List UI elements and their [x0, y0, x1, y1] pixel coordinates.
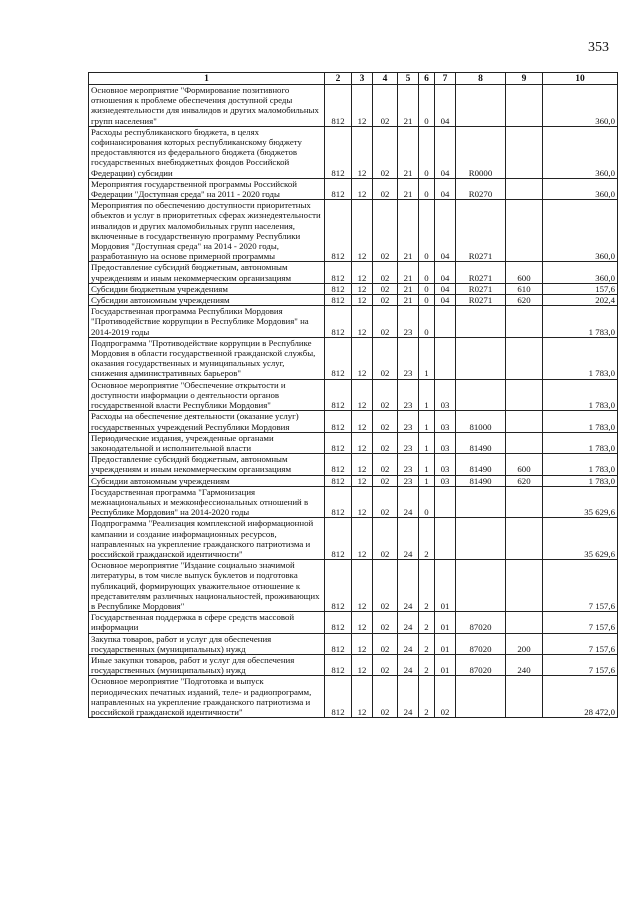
cell-col-10: 360,0: [543, 262, 618, 283]
cell-col-8: [456, 379, 506, 411]
cell-col-5: 21: [398, 126, 419, 178]
cell-col-10: 360,0: [543, 126, 618, 178]
table-row: [89, 518, 618, 560]
cell-col-5: 24: [398, 612, 419, 633]
column-header: 4: [373, 73, 398, 85]
cell-col-4: 02: [373, 560, 398, 612]
cell-col-10: 28 472,0: [543, 676, 618, 718]
cell-col-2: 812: [325, 432, 352, 453]
cell-col-7: 04: [435, 283, 456, 294]
cell-col-7: 01: [435, 612, 456, 633]
cell-col-3: 12: [352, 85, 373, 127]
cell-col-7: 04: [435, 200, 456, 262]
cell-col-6: 0: [419, 295, 435, 306]
cell-col-8: [456, 486, 506, 518]
cell-col-2: 812: [325, 486, 352, 518]
cell-col-9: [506, 486, 543, 518]
cell-col-4: 02: [373, 411, 398, 432]
cell-col-8: [456, 85, 506, 127]
cell-col-6: 0: [419, 126, 435, 178]
cell-col-4: 02: [373, 676, 398, 718]
cell-col-8: 87020: [456, 654, 506, 675]
cell-col-7: 01: [435, 633, 456, 654]
row-description: Предоставление субсидий бюджетным, автономным учреждениям и иным некоммерческим организациям: [89, 454, 325, 475]
cell-col-5: 24: [398, 486, 419, 518]
cell-col-5: 24: [398, 518, 419, 560]
cell-col-7: [435, 306, 456, 338]
cell-col-6: 0: [419, 283, 435, 294]
budget-table: [88, 72, 618, 718]
cell-col-8: R0270: [456, 178, 506, 199]
cell-col-10: 1 783,0: [543, 337, 618, 379]
cell-col-3: 12: [352, 126, 373, 178]
cell-col-2: 812: [325, 379, 352, 411]
cell-col-2: 812: [325, 676, 352, 718]
cell-col-2: 812: [325, 178, 352, 199]
cell-col-6: 0: [419, 262, 435, 283]
table-row: [89, 454, 618, 475]
cell-col-9: [506, 560, 543, 612]
cell-col-3: 12: [352, 654, 373, 675]
column-header: 7: [435, 73, 456, 85]
cell-col-5: 21: [398, 178, 419, 199]
column-header: 2: [325, 73, 352, 85]
row-description: Основное мероприятие "Подготовка и выпуск периодических печатных изданий, теле- и радиопрограмм, направленных на укрепление гражданского патриотизма и российской гражданской идентичности": [89, 676, 325, 718]
cell-col-3: 12: [352, 283, 373, 294]
cell-col-6: 0: [419, 306, 435, 338]
cell-col-3: 12: [352, 337, 373, 379]
cell-col-2: 812: [325, 337, 352, 379]
cell-col-9: [506, 85, 543, 127]
cell-col-3: 12: [352, 612, 373, 633]
row-description: Иные закупки товаров, работ и услуг для обеспечения государственных (муниципальных) нужд: [89, 654, 325, 675]
cell-col-4: 02: [373, 612, 398, 633]
cell-col-8: [456, 560, 506, 612]
cell-col-3: 12: [352, 676, 373, 718]
cell-col-9: [506, 200, 543, 262]
table-row: [89, 262, 618, 283]
cell-col-5: 23: [398, 379, 419, 411]
cell-col-10: 7 157,6: [543, 612, 618, 633]
cell-col-10: 1 783,0: [543, 379, 618, 411]
cell-col-9: 240: [506, 654, 543, 675]
column-header: 10: [543, 73, 618, 85]
column-header: 5: [398, 73, 419, 85]
table-row: [89, 200, 618, 262]
cell-col-5: 21: [398, 200, 419, 262]
cell-col-5: 21: [398, 283, 419, 294]
cell-col-3: 12: [352, 486, 373, 518]
cell-col-9: 610: [506, 283, 543, 294]
cell-col-7: 04: [435, 295, 456, 306]
cell-col-6: 2: [419, 518, 435, 560]
cell-col-3: 12: [352, 432, 373, 453]
cell-col-5: 21: [398, 262, 419, 283]
cell-col-8: 81490: [456, 475, 506, 486]
cell-col-6: 1: [419, 411, 435, 432]
cell-col-8: R0271: [456, 283, 506, 294]
cell-col-6: 0: [419, 178, 435, 199]
cell-col-2: 812: [325, 85, 352, 127]
cell-col-9: 620: [506, 475, 543, 486]
cell-col-4: 02: [373, 295, 398, 306]
cell-col-3: 12: [352, 454, 373, 475]
cell-col-5: 21: [398, 295, 419, 306]
cell-col-5: 24: [398, 633, 419, 654]
cell-col-10: 360,0: [543, 85, 618, 127]
row-description: Мероприятия государственной программы Российской Федерации "Доступная среда" на 2011 - 2020 годы: [89, 178, 325, 199]
cell-col-10: 360,0: [543, 178, 618, 199]
row-description: Основное мероприятие "Издание социально значимой литературы, в том числе выпуск буклетов и подготовка публикаций, формирующих уважительное отношение к представителям различных национальностей, проживающих в Республике Мордовия": [89, 560, 325, 612]
cell-col-7: 03: [435, 475, 456, 486]
cell-col-8: [456, 337, 506, 379]
row-description: Подпрограмма "Реализация комплексной информационной кампании и создание информационных ресурсов, направленных на укрепление гражданского патриотизма и российской гражданской идентичности": [89, 518, 325, 560]
table-row: [89, 432, 618, 453]
table-row: [89, 475, 618, 486]
cell-col-8: R0271: [456, 200, 506, 262]
cell-col-8: 87020: [456, 612, 506, 633]
cell-col-4: 02: [373, 633, 398, 654]
column-header: 1: [89, 73, 325, 85]
cell-col-8: 81490: [456, 432, 506, 453]
cell-col-2: 812: [325, 654, 352, 675]
cell-col-5: 23: [398, 475, 419, 486]
cell-col-3: 12: [352, 411, 373, 432]
cell-col-2: 812: [325, 283, 352, 294]
cell-col-9: 620: [506, 295, 543, 306]
cell-col-5: 24: [398, 560, 419, 612]
cell-col-3: 12: [352, 560, 373, 612]
cell-col-7: [435, 337, 456, 379]
cell-col-4: 02: [373, 283, 398, 294]
cell-col-10: 202,4: [543, 295, 618, 306]
table-row: [89, 633, 618, 654]
cell-col-2: 812: [325, 633, 352, 654]
cell-col-6: 2: [419, 633, 435, 654]
cell-col-4: 02: [373, 454, 398, 475]
cell-col-8: [456, 676, 506, 718]
column-header: 6: [419, 73, 435, 85]
cell-col-9: [506, 432, 543, 453]
cell-col-2: 812: [325, 454, 352, 475]
cell-col-7: 01: [435, 654, 456, 675]
row-description: Основное мероприятие "Обеспечение открытости и доступности информации о деятельности органов государственной власти Республики Мордовия": [89, 379, 325, 411]
cell-col-7: 04: [435, 262, 456, 283]
cell-col-3: 12: [352, 295, 373, 306]
cell-col-7: [435, 518, 456, 560]
cell-col-2: 812: [325, 200, 352, 262]
table-row: [89, 178, 618, 199]
cell-col-6: 1: [419, 454, 435, 475]
cell-col-7: 04: [435, 178, 456, 199]
cell-col-9: 600: [506, 454, 543, 475]
cell-col-3: 12: [352, 379, 373, 411]
row-description: Субсидии автономным учреждениям: [89, 295, 325, 306]
table-body: [89, 85, 618, 718]
cell-col-10: 1 783,0: [543, 306, 618, 338]
table-row: [89, 612, 618, 633]
cell-col-4: 02: [373, 432, 398, 453]
cell-col-3: 12: [352, 633, 373, 654]
cell-col-9: [506, 411, 543, 432]
cell-col-7: 03: [435, 432, 456, 453]
cell-col-9: [506, 379, 543, 411]
cell-col-4: 02: [373, 475, 398, 486]
cell-col-8: 87020: [456, 633, 506, 654]
cell-col-9: [506, 126, 543, 178]
cell-col-10: 7 157,6: [543, 633, 618, 654]
row-description: Расходы на обеспечение деятельности (оказание услуг) государственных учреждений Республики Мордовия: [89, 411, 325, 432]
cell-col-7: 03: [435, 454, 456, 475]
cell-col-8: [456, 306, 506, 338]
cell-col-2: 812: [325, 518, 352, 560]
cell-col-6: 2: [419, 612, 435, 633]
cell-col-5: 21: [398, 85, 419, 127]
row-description: Государственная программа Республики Мордовия "Противодействие коррупции в Республике Мордовия" на 2014-2019 годы: [89, 306, 325, 338]
cell-col-4: 02: [373, 518, 398, 560]
table-row: [89, 654, 618, 675]
table-row: [89, 560, 618, 612]
cell-col-6: 2: [419, 676, 435, 718]
cell-col-6: 0: [419, 85, 435, 127]
cell-col-6: 0: [419, 200, 435, 262]
row-description: Государственная программа "Гармонизация межнациональных и межконфессиональных отношений в Республике Мордовия" на 2014-2020 годы: [89, 486, 325, 518]
cell-col-5: 24: [398, 676, 419, 718]
cell-col-6: 2: [419, 560, 435, 612]
cell-col-8: R0271: [456, 295, 506, 306]
cell-col-6: 1: [419, 432, 435, 453]
cell-col-3: 12: [352, 518, 373, 560]
cell-col-10: 360,0: [543, 200, 618, 262]
cell-col-10: 157,6: [543, 283, 618, 294]
cell-col-10: 35 629,6: [543, 518, 618, 560]
cell-col-2: 812: [325, 475, 352, 486]
cell-col-4: 02: [373, 654, 398, 675]
cell-col-2: 812: [325, 612, 352, 633]
cell-col-7: 02: [435, 676, 456, 718]
cell-col-8: [456, 518, 506, 560]
cell-col-9: [506, 518, 543, 560]
column-header: 8: [456, 73, 506, 85]
cell-col-8: 81490: [456, 454, 506, 475]
cell-col-5: 23: [398, 454, 419, 475]
cell-col-2: 812: [325, 262, 352, 283]
cell-col-10: 1 783,0: [543, 411, 618, 432]
cell-col-3: 12: [352, 200, 373, 262]
cell-col-4: 02: [373, 126, 398, 178]
cell-col-7: 03: [435, 379, 456, 411]
cell-col-2: 812: [325, 306, 352, 338]
table-row: [89, 337, 618, 379]
cell-col-7: 04: [435, 85, 456, 127]
row-description: Субсидии автономным учреждениям: [89, 475, 325, 486]
column-header: 9: [506, 73, 543, 85]
cell-col-6: 2: [419, 654, 435, 675]
cell-col-5: 23: [398, 411, 419, 432]
table-row: [89, 85, 618, 127]
cell-col-8: R0271: [456, 262, 506, 283]
cell-col-3: 12: [352, 306, 373, 338]
row-description: Закупка товаров, работ и услуг для обеспечения государственных (муниципальных) нужд: [89, 633, 325, 654]
cell-col-2: 812: [325, 560, 352, 612]
cell-col-10: 7 157,6: [543, 560, 618, 612]
table-row: [89, 295, 618, 306]
table-row: [89, 306, 618, 338]
cell-col-9: [506, 178, 543, 199]
cell-col-10: 1 783,0: [543, 475, 618, 486]
cell-col-4: 02: [373, 262, 398, 283]
cell-col-9: 600: [506, 262, 543, 283]
cell-col-4: 02: [373, 200, 398, 262]
cell-col-3: 12: [352, 178, 373, 199]
row-description: Мероприятия по обеспечению доступности приоритетных объектов и услуг в приоритетных сферах жизнедеятельности инвалидов и других маломобильных групп населения, включенные в государственную программу Республики Мордовия "Доступная среда" на 2014 - 2020 годы, разработанную на основе примерной программы: [89, 200, 325, 262]
cell-col-3: 12: [352, 262, 373, 283]
cell-col-7: [435, 486, 456, 518]
table-row: [89, 126, 618, 178]
table-row: [89, 411, 618, 432]
cell-col-2: 812: [325, 295, 352, 306]
cell-col-2: 812: [325, 126, 352, 178]
table-row: [89, 379, 618, 411]
cell-col-10: 1 783,0: [543, 454, 618, 475]
cell-col-8: 81000: [456, 411, 506, 432]
cell-col-9: [506, 337, 543, 379]
row-description: Государственная поддержка в сфере средств массовой информации: [89, 612, 325, 633]
cell-col-10: 1 783,0: [543, 432, 618, 453]
row-description: Подпрограмма "Противодействие коррупции в Республике Мордовия в области государственной гражданской службы, оказания государственных и муниципальных услуг, снижения административных барьеров": [89, 337, 325, 379]
row-description: Расходы республиканского бюджета, в целях софинансирования которых республиканскому бюджету предоставляются из федерального бюджета (бюджетов государственных внебюджетных фондов Российской Федерации) субсидии: [89, 126, 325, 178]
cell-col-4: 02: [373, 178, 398, 199]
column-header-row: [89, 73, 618, 85]
cell-col-5: 24: [398, 654, 419, 675]
cell-col-3: 12: [352, 475, 373, 486]
cell-col-9: [506, 306, 543, 338]
cell-col-4: 02: [373, 379, 398, 411]
cell-col-9: [506, 612, 543, 633]
row-description: Предоставление субсидий бюджетным, автономным учреждениям и иным некоммерческим организациям: [89, 262, 325, 283]
cell-col-4: 02: [373, 486, 398, 518]
cell-col-7: 01: [435, 560, 456, 612]
row-description: Периодические издания, учрежденные органами законодательной и исполнительной власти: [89, 432, 325, 453]
row-description: Субсидии бюджетным учреждениям: [89, 283, 325, 294]
cell-col-4: 02: [373, 306, 398, 338]
cell-col-6: 1: [419, 475, 435, 486]
cell-col-9: [506, 676, 543, 718]
cell-col-5: 23: [398, 432, 419, 453]
cell-col-7: 04: [435, 126, 456, 178]
row-description: Основное мероприятие "Формирование позитивного отношения к проблеме обеспечения доступной среды жизнедеятельности для инвалидов и других маломобильных групп населения": [89, 85, 325, 127]
table-row: [89, 283, 618, 294]
cell-col-6: 0: [419, 486, 435, 518]
cell-col-4: 02: [373, 337, 398, 379]
cell-col-10: 7 157,6: [543, 654, 618, 675]
cell-col-4: 02: [373, 85, 398, 127]
cell-col-2: 812: [325, 411, 352, 432]
cell-col-9: 200: [506, 633, 543, 654]
table-row: [89, 486, 618, 518]
cell-col-6: 1: [419, 337, 435, 379]
cell-col-6: 1: [419, 379, 435, 411]
cell-col-8: R0000: [456, 126, 506, 178]
cell-col-5: 23: [398, 306, 419, 338]
page-number: 353: [588, 40, 609, 55]
table-row: [89, 676, 618, 718]
column-header: 3: [352, 73, 373, 85]
cell-col-7: 03: [435, 411, 456, 432]
cell-col-10: 35 629,6: [543, 486, 618, 518]
cell-col-5: 23: [398, 337, 419, 379]
